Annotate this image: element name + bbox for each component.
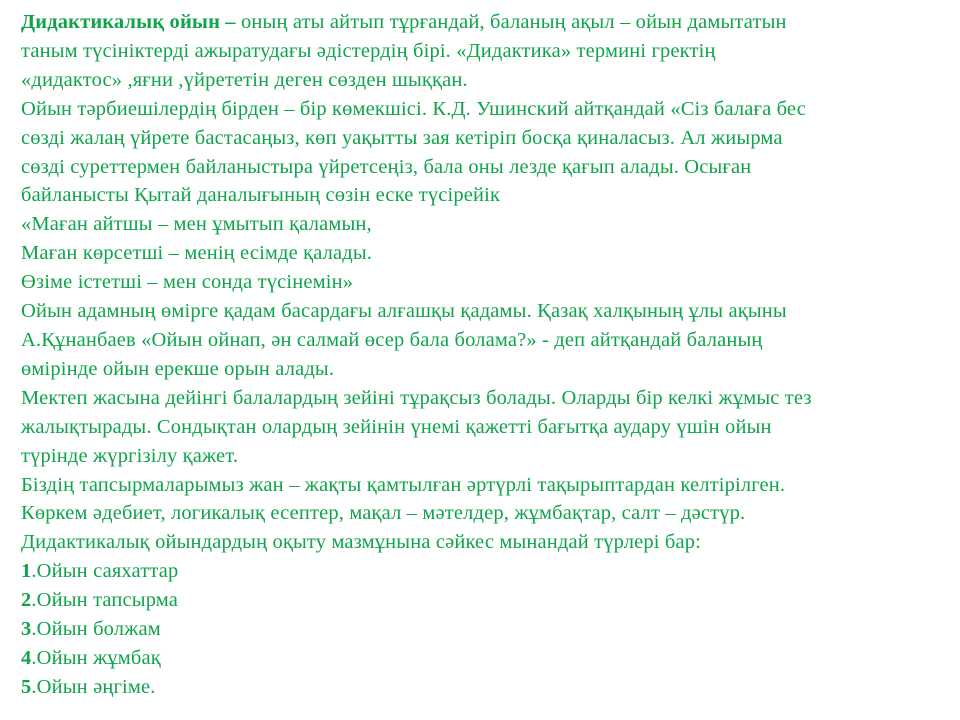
ushinsky-line-1: Ойын тәрбиешілердің бірден – бір көмекшісі. К.Д. Ушинский айтқандай «Сіз балаға бес (21, 97, 806, 120)
school-line-1: Мектеп жасына дейінгі балалардың зейіні тұрақсыз болады. Оларды бір келкі жұмыс тез (21, 386, 812, 409)
intro-line-1 (21, 8, 951, 37)
intro-line-1-rest: оның аты айтып тұрғандай, баланың ақыл – ойын дамытатын (235, 11, 787, 33)
type-label: .Ойын саяхаттар (31, 560, 179, 583)
type-label: .Ойын әңгіме. (31, 675, 156, 698)
type-item-2 (21, 586, 951, 615)
ushinsky-line-3: сөзді суреттермен байланыстыра үйретсеңіз, бала оны лезде қағып алады. Осыған (21, 155, 752, 178)
proverb-line-2: Маған көрсетші – менің есімде қалады. (21, 242, 373, 265)
tasks-line-2: Көркем әдебиет, логикалық есептер, мақал – мәтелдер, жұмбақтар, салт – дәстүр. (21, 502, 746, 525)
school-line-2: жалықтырады. Сондықтан олардың зейінін үнемі қажетті бағытқа аудару үшін ойын (21, 415, 772, 438)
type-number: 2 (21, 589, 32, 612)
type-number: 5 (21, 675, 32, 698)
ushinsky-line-2: сөзді жалаң үйрете бастасаңыз, көп уақытты зая кетіріп босқа қиналасыз. Ал жиырма (21, 126, 783, 149)
abai-line-2: А.Құнанбаев «Ойын ойнап, ән салмай өсер бала болама?» - деп айтқандай баланың (21, 328, 763, 351)
type-number: 1 (21, 560, 32, 583)
tasks-line-1: Біздің тапсырмаларымыз жан – жақты қамтылған әртүрлі тақырыптардан келтірілген. (21, 473, 786, 496)
proverb-line-3: Өзіме істетші – мен сонда түсінемін» (21, 271, 354, 294)
slide-text-body (21, 8, 951, 702)
intro-line-2: таным түсініктерді ажыратудағы әдістердің бірі. «Дидактика» термині гректің (21, 39, 716, 62)
ushinsky-line-4: байланысты Қытай даналығының сөзін еске түсірейік (21, 184, 501, 207)
type-item-3 (21, 615, 951, 644)
type-item-4 (21, 644, 951, 673)
type-label: .Ойын жұмбақ (31, 646, 161, 669)
type-label: .Ойын болжам (31, 618, 161, 641)
intro-line-3: «дидактос» ,яғни ,үйрететін деген сөзден шыққан. (21, 68, 468, 91)
tasks-line-3: Дидактикалық ойындардың оқыту мазмұнына сәйкес мынандай түрлері бар: (21, 531, 701, 554)
intro-term: Дидактикалық ойын – (21, 11, 236, 33)
abai-line-3: өмірінде ойын ерекше орын алады. (21, 357, 335, 380)
type-label: .Ойын тапсырма (31, 589, 179, 612)
type-item-1 (21, 557, 951, 586)
type-item-5 (21, 673, 951, 702)
type-number: 4 (21, 646, 32, 669)
proverb-line-1: «Маған айтшы – мен ұмытып қаламын, (21, 213, 372, 236)
school-line-3: түрінде жүргізілу қажет. (21, 444, 239, 467)
type-number: 3 (21, 618, 32, 641)
abai-line-1: Ойын адамның өмірге қадам басардағы алғашқы қадамы. Қазақ халқының ұлы ақыны (21, 300, 787, 323)
